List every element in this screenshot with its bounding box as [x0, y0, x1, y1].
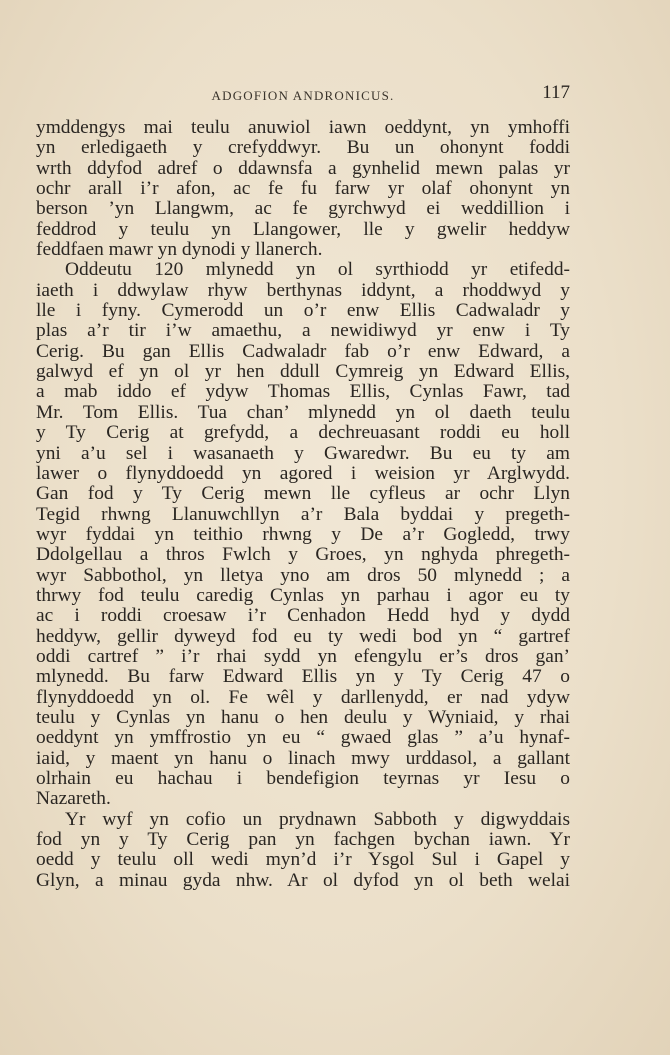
text-line: oddi cartref ” i’r rhai sydd yn efengylu er’s dros gan’ [36, 646, 570, 667]
text-line: oeddynt yn ymffrostio yn eu “ gwaed glas ” a’u hynaf- [36, 728, 570, 749]
text-line: ac i roddi croesaw i’r Cenhadon Hedd hyd y dydd [36, 606, 570, 627]
text-line: Gan fod y Ty Cerig mewn lle cyfleus ar ochr Llyn [36, 484, 570, 505]
text-line: berson ’yn Llangwm, ac fe gyrchwyd ei weddillion i [36, 199, 570, 220]
text-line: feddrod y teulu yn Llangower, lle y gwelir heddyw [36, 219, 570, 240]
text-line: mlynedd. Bu farw Edward Ellis yn y Ty Cerig 47 o [36, 667, 570, 688]
paragraph-3 [36, 810, 570, 891]
text-line: olrhain eu hachau i bendefigion teyrnas yr Iesu o [36, 769, 570, 789]
text-line: Oddeutu 120 mlynedd yn ol syrthiodd yr etifedd- [65, 260, 570, 281]
text-line: lle i fyny. Cymerodd un o’r enw Ellis Cadwaladr y [36, 301, 570, 322]
text-line: wyr fyddai yn teithio rhwng y De a’r Gogledd, trwy [36, 524, 570, 545]
text-line: Ddolgellau a thros Fwlch y Groes, yn nghyda phregeth- [36, 545, 570, 566]
page-number: 117 [542, 82, 570, 103]
body-text [36, 118, 570, 891]
text-line: ymddengys mai teulu anuwiol iawn oeddynt, yn ymhoffi [36, 118, 570, 138]
paragraph-1 [36, 118, 570, 260]
text-line: fod yn y Ty Cerig pan yn fachgen bychan iawn. Yr [36, 830, 570, 851]
text-line: y Ty Cerig at grefydd, a dechreuasant roddi eu holl [36, 423, 570, 444]
paragraph-2 [36, 260, 570, 809]
text-line: a mab iddo ef ydyw Thomas Ellis, Cynlas Fawr, tad [36, 382, 570, 403]
text-line: ochr arall i’r afon, ac fe fu farw yr olaf ohonynt yn [36, 179, 570, 200]
text-line: feddfaen mawr yn dynodi y llanerch. [36, 240, 323, 261]
text-line: heddyw, gellir dyweyd fod eu ty wedi bod yn “ gartref [36, 626, 570, 647]
text-line: yn erledigaeth y crefyddwyr. Bu un ohonynt foddi [36, 138, 570, 159]
text-line: galwyd ef yn ol yr hen ddull Cymreig yn Edward Ellis, [36, 362, 570, 383]
text-line: wyr Sabbothol, yn lletya yno am dros 50 mlynedd ; a [36, 565, 570, 586]
text-line: Glyn, a minau gyda nhw. Ar ol dyfod yn ol beth welai [36, 870, 570, 891]
text-line: teulu y Cynlas yn hanu o hen deulu y Wyniaid, y rhai [36, 707, 570, 728]
text-line: Cerig. Bu gan Ellis Cadwaladr fab o’r enw Edward, a [36, 341, 570, 362]
running-title: ADGOFION ANDRONICUS. [211, 88, 395, 103]
text-line: thrwy fod teulu caredig Cynlas yn parhau i agor eu ty [36, 585, 570, 606]
text-line: oedd y teulu oll wedi myn’d i’r Ysgol Sul i Gapel y [36, 850, 570, 871]
text-line: Tegid rhwng Llanuwchllyn a’r Bala byddai y pregeth- [36, 504, 570, 525]
page-header [36, 80, 570, 110]
text-line: Mr. Tom Ellis. Tua chan’ mlynedd yn ol daeth teulu [36, 402, 570, 423]
text-line: Nazareth. [36, 789, 111, 810]
text-line: iaeth i ddwylaw rhyw berthynas iddynt, a rhoddwyd y [36, 280, 570, 301]
text-line: wrth ddyfod adref o ddawnsfa a gynhelid mewn palas yr [36, 158, 570, 179]
text-line: yni a’u sel i wasanaeth y Gwaredwr. Bu eu ty am [36, 443, 570, 464]
text-line: flynyddoedd yn ol. Fe wêl y darllenydd, er nad ydyw [36, 687, 570, 708]
text-line: Yr wyf yn cofio un prydnawn Sabboth y digwyddais [65, 809, 570, 830]
text-line: plas a’r tir i’w amaethu, a newidiwyd yr enw i Ty [36, 321, 570, 342]
text-line: iaid, y maent yn hanu o linach mwy urddasol, a gallant [36, 748, 570, 769]
text-line: lawer o flynyddoedd yn agored i weision yr Arglwydd. [36, 463, 570, 484]
